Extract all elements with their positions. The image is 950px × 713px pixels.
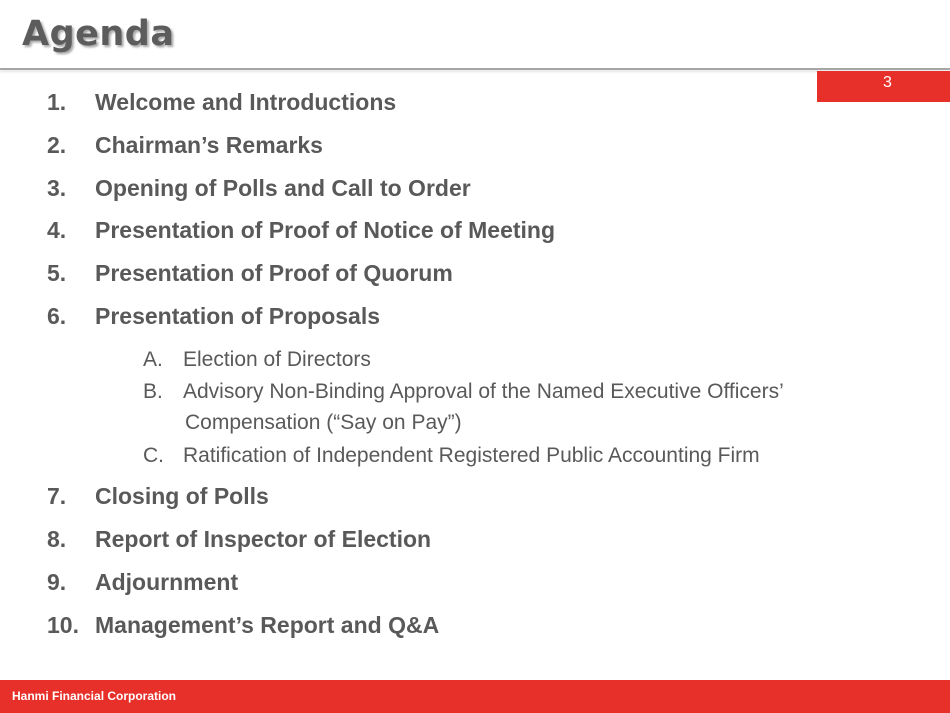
page-number-badge	[817, 71, 950, 102]
agenda-item-number: 2.	[47, 132, 67, 158]
agenda-item-number: 4.	[47, 217, 67, 243]
page-number: 3	[883, 74, 892, 91]
agenda-item-text: Management’s Report and Q&A	[95, 612, 440, 638]
agenda-item-number: 10.	[47, 612, 79, 638]
agenda-item-number: 6.	[47, 303, 67, 329]
agenda-item-number: 7.	[47, 483, 67, 509]
proposal-item	[143, 347, 371, 373]
proposal-text: Election of Directors	[183, 348, 371, 371]
proposal-text-continuation: Compensation (“Say on Pay”)	[185, 411, 462, 434]
agenda-item	[47, 216, 555, 244]
footer-bar	[0, 680, 950, 713]
agenda-item	[47, 302, 380, 330]
agenda-item	[47, 482, 269, 510]
agenda-item	[47, 611, 439, 639]
proposal-item	[143, 443, 760, 469]
agenda-item	[47, 525, 431, 553]
agenda-item-text: Closing of Polls	[95, 483, 269, 509]
agenda-item	[47, 259, 453, 287]
proposal-text: Ratification of Independent Registered Public Accounting Firm	[183, 444, 760, 467]
agenda-item	[47, 131, 323, 159]
agenda-item	[47, 568, 238, 596]
agenda-item	[47, 174, 471, 202]
agenda-item-number: 8.	[47, 526, 67, 552]
agenda-item-text: Presentation of Proposals	[95, 303, 381, 329]
proposal-letter: C.	[143, 444, 164, 467]
agenda-item-text: Chairman’s Remarks	[95, 132, 323, 158]
agenda-item-number: 3.	[47, 175, 67, 201]
proposal-text: Advisory Non-Binding Approval of the Named Executive Officers’	[183, 380, 784, 403]
title-divider	[0, 68, 950, 70]
agenda-item-text: Adjournment	[95, 569, 239, 595]
proposal-letter: B.	[143, 380, 163, 403]
agenda-item-text: Presentation of Proof of Quorum	[95, 260, 453, 286]
agenda-item-text: Presentation of Proof of Notice of Meeting	[95, 217, 556, 243]
agenda-item-text: Welcome and Introductions	[95, 89, 397, 115]
agenda-item-text: Report of Inspector of Election	[95, 526, 432, 552]
agenda-item-text: Opening of Polls and Call to Order	[95, 175, 471, 201]
agenda-item-number: 5.	[47, 260, 67, 286]
proposal-item	[143, 379, 784, 405]
agenda-item-number: 9.	[47, 569, 67, 595]
slide-title: Agenda	[22, 14, 175, 54]
agenda-item	[47, 88, 396, 116]
agenda-item-number: 1.	[47, 89, 67, 115]
footer-company-name: Hanmi Financial Corporation	[12, 689, 177, 703]
proposal-letter: A.	[143, 348, 163, 371]
